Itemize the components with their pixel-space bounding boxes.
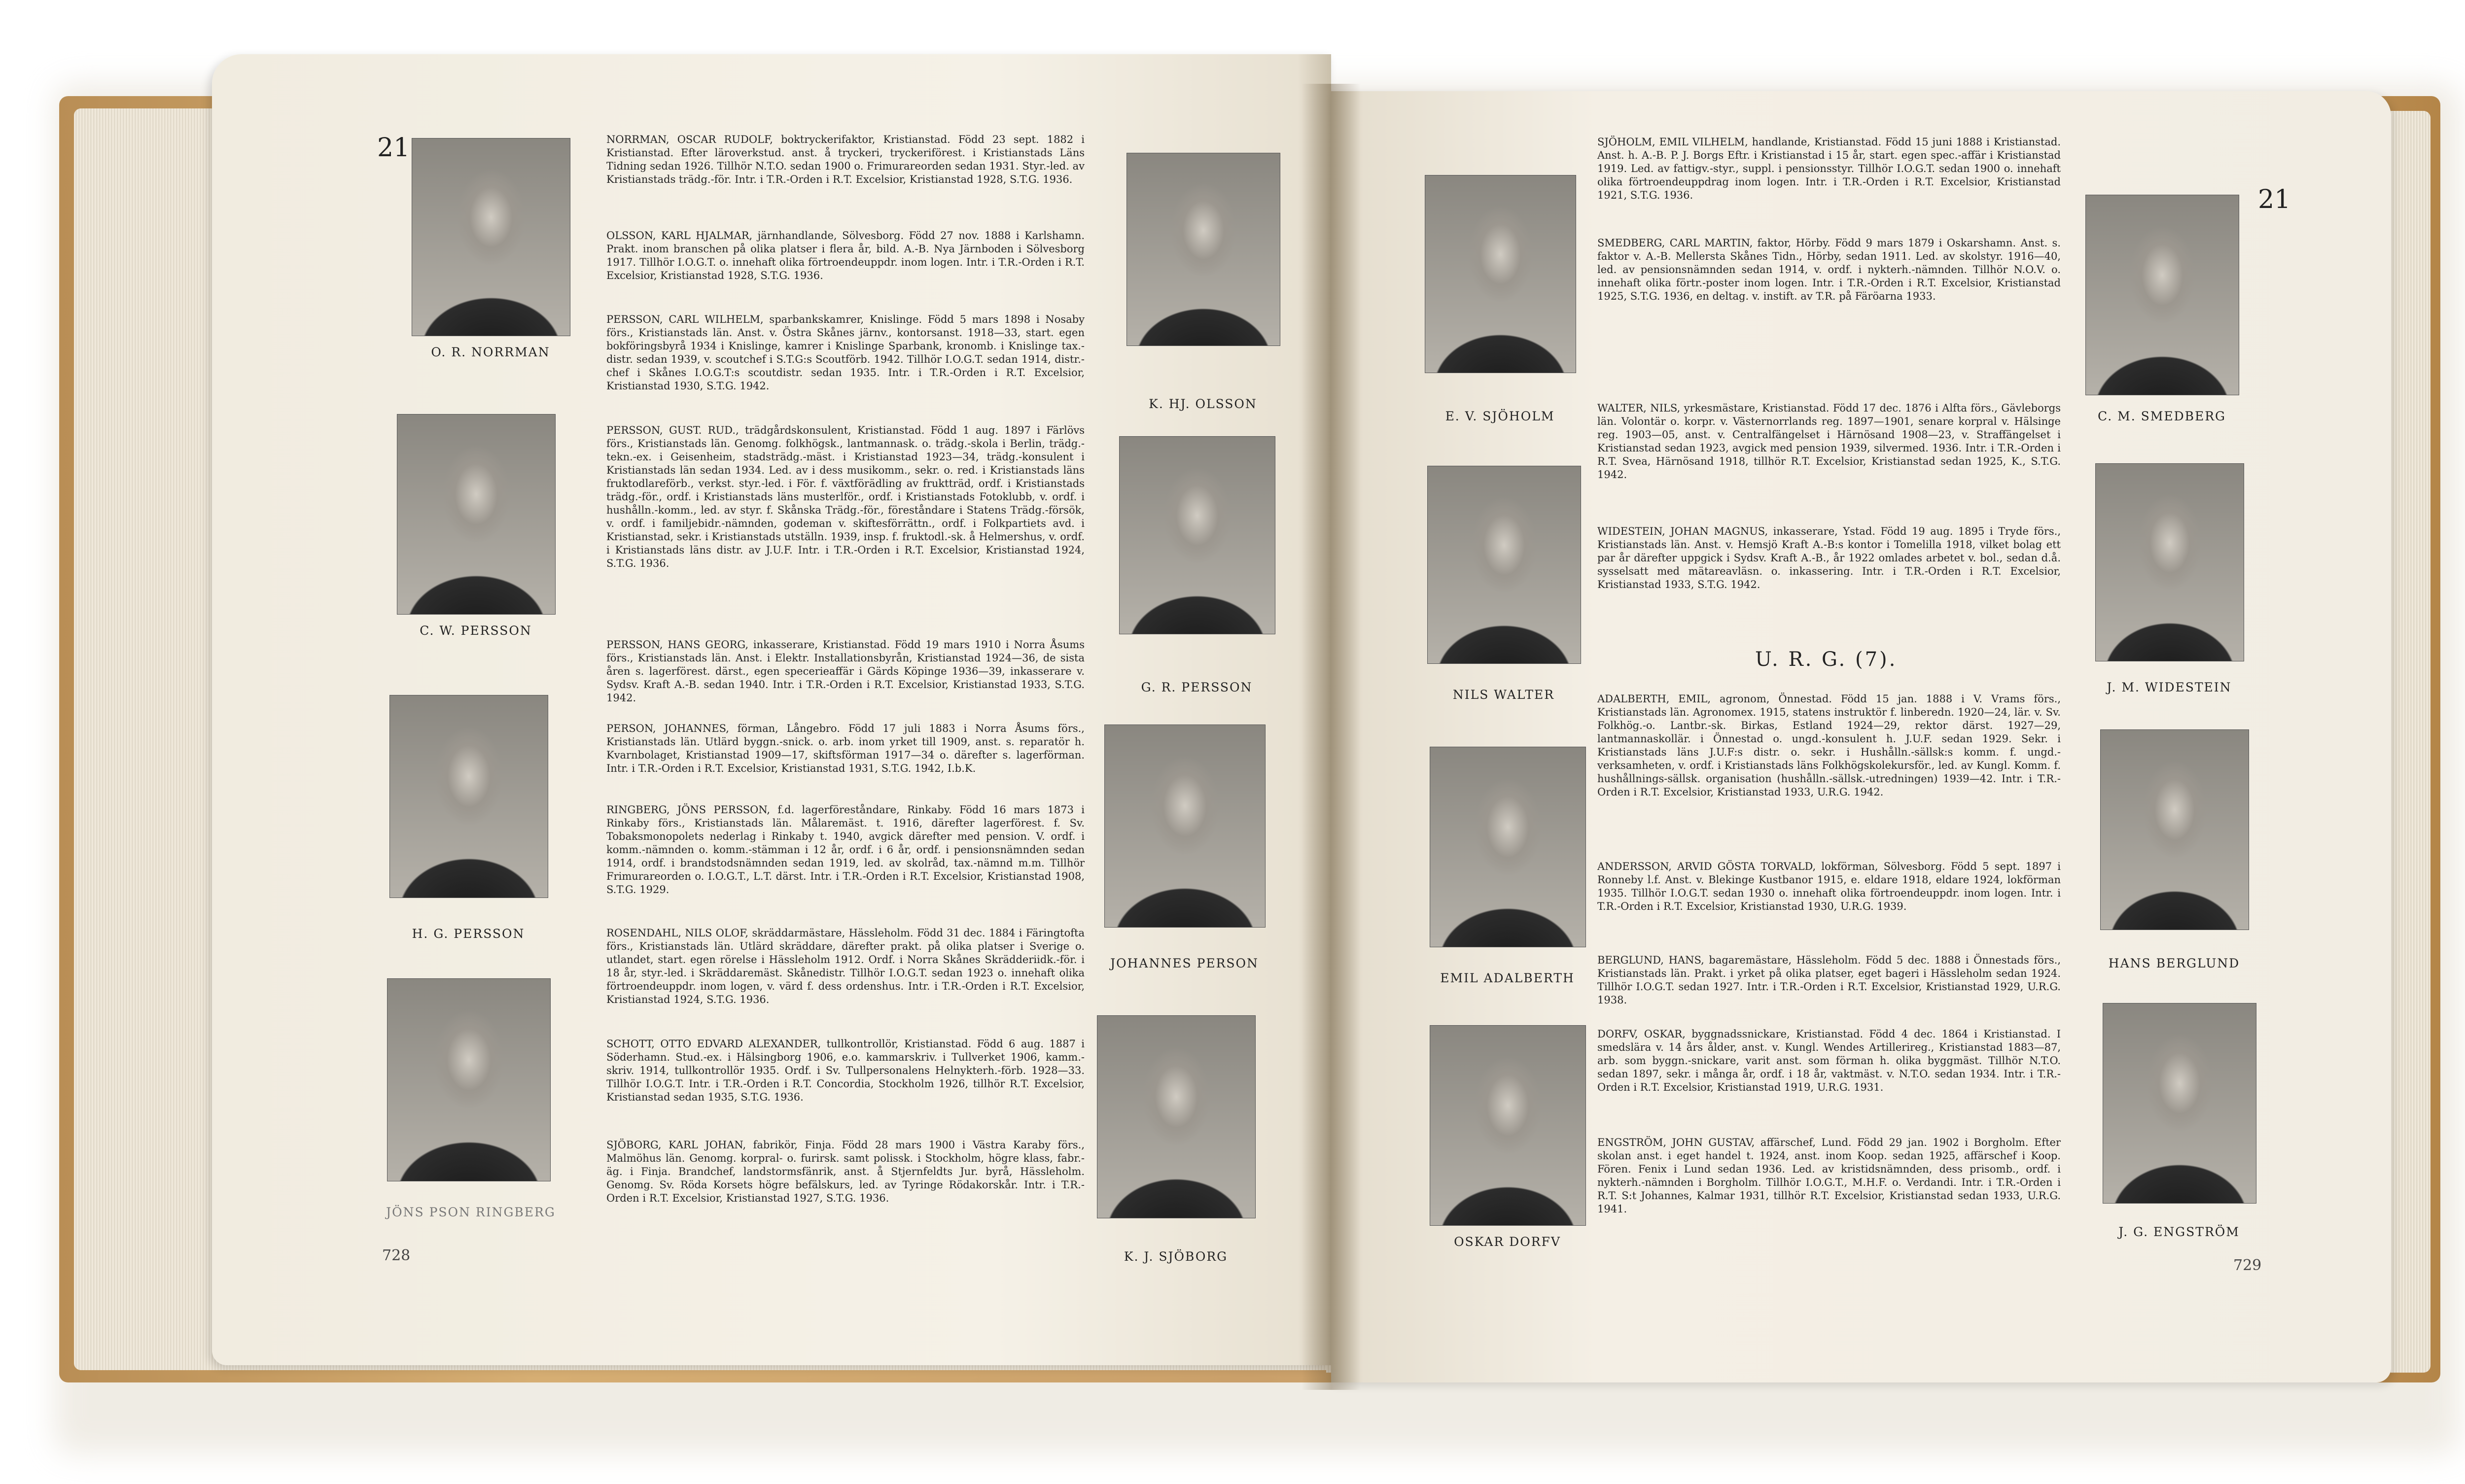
portrait-caption: NILS WALTER [1452,688,1555,702]
portrait-caption: JOHANNES PERSON [1110,956,1259,970]
biography-entry: ANDERSSON, ARVID GÖSTA TORVALD, lokförman, Sölvesborg. Född 5 sept. 1897 i Ronneby l.f. Anst. v. Blekinge Kustbanor 1915, e. eldare 1918, eldare 1924, lokförman 1935. Tillhör I.O.G.T. sedan 1930 o. innehaft olika förtroendeuppdr. inom logen. Intr. i T.R.-Orden i R.T. Excelsior, Kristianstad 1930, U.R.G. 1939. [1597,861,2061,912]
portrait-caption: OSKAR DORFV [1454,1235,1561,1249]
section-heading: U. R. G. (7). [1755,648,1898,671]
biography-entry: ENGSTRÖM, JOHN GUSTAV, affärschef, Lund. Född 29 jan. 1902 i Borgholm. Efter skolan anst. i eget handel t. 1924, anst. inom Koop. sedan 1925, affärschef i Koop. Fören. Fenix i Lund sedan 1936. Led. av kristidsnämnden, dess prisomb., ordf. i nykterh.-nämnden i Borgholm. Tillhör I.O.G.T., M.H.F. o. Verdandi. Intr. i T.R.-Orden i R.T. S:t Johannes, Kalmar 1931, tillhör R.T. Excelsior, Kristianstad sedan 1933, U.R.G. 1941. [1597,1137,2061,1215]
portrait-caption: C. M. SMEDBERG [2097,409,2226,423]
portrait-caption: J. G. ENGSTRÖM [2118,1225,2240,1239]
portrait-photo [387,978,551,1181]
section-number: 21 [377,133,410,163]
section-number: 21 [2258,185,2291,214]
portrait-photo [1430,747,1586,947]
page-number: 728 [382,1247,411,1264]
biography-entry: SMEDBERG, CARL MARTIN, faktor, Hörby. Född 9 mars 1879 i Oskarshamn. Anst. s. faktor v. A.-B. Mellersta Skånes Tidn., Hörby, sedan 1911. Led. av skolstyr. 1916—40, led. av pensionsnämnden sedan 1914, v. ordf. i nykterh.-nämnden. Tillhör N.O.V. o. innehaft olika förtr.-poster inom logen. Intr. i T.R.-Orden i R.T. Excelsior, Kristianstad 1925, S.T.G. 1936, en deltag. v. instift. av T.R. på Färöarna 1933. [1597,237,2061,302]
portrait-caption: H. G. PERSSON [412,927,525,941]
portrait-caption: O. R. NORRMAN [431,345,550,359]
portrait-photo [412,138,570,336]
portrait-photo [1127,153,1280,346]
biography-entry: RINGBERG, JÖNS PERSSON, f.d. lagerföreståndare, Rinkaby. Född 16 mars 1873 i Rinkaby förs., Kristianstads län. Målaremäst. t. 1916, därefter lagerförest. f. Sv. Tobaksmonopolets nederlag i Rinkaby t. 1940, avgick därefter med pension. V. ordf. i komm.-nämnden o. komm.-stämman i 12 år, ordf. i 6 år, ordf. i pensionsnämnden sedan 1914, ordf. i brandstodsnämnden sedan 1919, led. av skolråd, tax.-nämnd m.m. Tillhör Frimurareorden o. I.O.G.T., L.T. därst. Intr. i T.R.-Orden i R.T. Excelsior, Kristianstad 1908, S.T.G. 1929. [606,804,1085,896]
portrait-photo [1097,1015,1256,1218]
portrait-caption: K. HJ. OLSSON [1149,397,1257,411]
biography-entry: OLSSON, KARL HJALMAR, järnhandlande, Sölvesborg. Född 27 nov. 1888 i Karlshamn. Prakt. inom branschen på olika platser i flera år, bild. A.-B. Nya Järnboden i Sölvesborg 1917. Tillhör I.O.G.T. o. innehaft olika förtroendeuppdr. inom logen. Intr. i T.R.-Orden i R.T. Excelsior, Kristianstad 1928, S.T.G. 1936. [606,230,1085,281]
biography-entry: PERSON, JOHANNES, förman, Långebro. Född 17 juli 1883 i Norra Åsums förs., Kristianstads län. Utlärd byggn.-snick. o. arb. inom yrket till 1909, anst. s. reparatör h. Kvarnbolaget, Kristianstad 1909—17, skiftsförman 1917—34 o. därefter s. lagerförman. Intr. i T.R.-Orden i R.T. Excelsior, Kristianstad 1931, S.T.G. 1942, I.b.K. [606,723,1085,774]
biography-entry: WALTER, NILS, yrkesmästare, Kristianstad. Född 17 dec. 1876 i Alfta förs., Gävleborgs län. Volontär o. korpr. v. Västernorrlands reg. 1897—1901, senare korpral v. Hälsinge reg. 1903—05, anst. v. Centralfängelset i Härnösand 1908—23, v. Straffängelset i Kristianstad sedan 1923, avgick med pension 1939, silvermed. 1936. Intr. i T.R.-Orden i R.T. Svea, Härnösand 1918, tillhör R.T. Excelsior, Kristianstad sedan 1925, K., S.T.G. 1942. [1597,402,2061,481]
biography-entry: NORRMAN, OSCAR RUDOLF, boktryckerifaktor, Kristianstad. Född 23 sept. 1882 i Kristianstad. Efter läroverkstud. anst. å tryckeri, tryckeriförest. i Kristianstads Läns Tidning sedan 1926. Tillhör N.T.O. sedan 1900 o. Frimurareorden sedan 1931. Styr.-led. av Kristianstads trädg.-för. Intr. i T.R.-Orden i R.T. Excelsior, Kristianstad 1928, S.T.G. 1936. [606,134,1085,185]
biography-entry: SJÖHOLM, EMIL VILHELM, handlande, Kristianstad. Född 15 juni 1888 i Kristianstad. Anst. h. A.-B. P. J. Borgs Eftr. i Kristianstad i 15 år, start. egen spec.-affär i Kristianstad 1919. Led. av fattigv.-styr., suppl. i pensionsstyr. Tillhör I.O.G.T. sedan 1900 o. innehaft olika förtroendeuppdrag inom logen. Intr. i T.R.-Orden i R.T. Excelsior, Kristianstad 1921, S.T.G. 1936. [1597,136,2061,201]
biography-entry: ADALBERTH, EMIL, agronom, Önnestad. Född 15 jan. 1888 i V. Vrams förs., Kristianstads län. Agronomex. 1915, statens instruktör f. linberedn. 1920—24, lär. v. Sv. Folkhög.-o. Lantbr.-sk. Birkas, Estland 1924—29, rektor därst. 1927—29, lantmannaskollär. i Önnestad o. ungd.-konsulent h. J.U.F. sedan 1929. Sekr. i Kristianstads läns J.U.F:s distr. o. sekr. i Hushålln.-sällsk:s komm. f. ungd.-verksamheten, v. ordf. i Kristianstads läns Folkhögskolekursför., led. av Kungl. Komm. f. hushållnings-sällsk. organisation (hushålln.-sällsk.-utredningen) 1939—42. Intr. i T.R.-Orden i R.T. Excelsior, Kristianstad 1933, U.R.G. 1942. [1597,693,2061,798]
biography-entry: BERGLUND, HANS, bagaremästare, Hässleholm. Född 5 dec. 1888 i Önnestads förs., Kristianstads län. Prakt. i yrket på olika platser, eget bageri i Hässleholm sedan 1924. Tillhör I.O.G.T. sedan 1927. Intr. i T.R.-Orden i R.T. Excelsior, Kristianstad 1929, U.R.G. 1938. [1597,954,2061,1006]
biography-entry: PERSSON, GUST. RUD., trädgårdskonsulent, Kristianstad. Född 1 aug. 1897 i Färlövs förs., Kristianstads län. Genomg. folkhögsk., lantmannask. o. trädg.-skola i Berlin, trädg.-tekn.-ex. i Geisenheim, stadsträdg.-mäst. i Kristianstad 1923—34, trädg.-konsulent i Kristianstads län sedan 1934. Led. av i dess musikomm., sekr. o. red. i Kristianstads läns fruktodlareförb., verkst. styr.-led. i För. f. växtförädling av fruktträd, ordf. i Kristianstads trädg.-för., ordf. i Kristianstads läns musterlför., ordf. i Kristianstads Fotoklubb, v. ordf. i hushålln.-komm., led. av styr. f. Skånska Trädg.-för., föreståndare i Statens Trädg.-försök, v. ordf. i familjebidr.-nämnden, godeman v. skiftesförrättn., ordf. i Folkpartiets avd. i Kristianstad, sekr. i Kristianstads utställn. 1939, insp. f. fruktodl.-sk. å Helmershus, v. ordf. i Kristianstads läns distr. av J.U.F. Intr. i T.R.-Orden i R.T. Excelsior, Kristianstad 1924, S.T.G. 1936. [606,424,1085,569]
page-number: 729 [2233,1257,2262,1274]
biography-entry: SCHOTT, OTTO EDVARD ALEXANDER, tullkontrollör, Kristianstad. Född 6 aug. 1887 i Söderhamn. Stud.-ex. i Hälsingborg 1906, e.o. kammarskriv. i Tullverket 1906, kamm.-skriv. 1914, tullkontrollör 1935. Ordf. i Sv. Tullpersonalens Helnykterh.-förb. 1928—33. Tillhör I.O.G.T. Intr. i T.R.-Orden i R.T. Concordia, Stockholm 1926, tillhör R.T. Excelsior, Kristianstad sedan 1935, S.T.G. 1936. [606,1038,1085,1103]
biography-entry: WIDESTEIN, JOHAN MAGNUS, inkasserare, Ystad. Född 19 aug. 1895 i Tryde förs., Kristianstads län. Anst. v. Hemsjö Kraft A.-B:s kontor i Tomelilla 1918, vilket bolag ett par år därefter uppgick i Sydsv. Kraft A.-B., år 1922 omlades arbetet v. bol., sedan d.å. sysselsatt med mätareavläsn. o. inkassering. Intr. i T.R.-Orden i R.T. Excelsior, Kristianstad 1933, S.T.G. 1942. [1597,525,2061,590]
portrait-caption: EMIL ADALBERTH [1440,971,1575,985]
biography-entry: PERSSON, HANS GEORG, inkasserare, Kristianstad. Född 19 mars 1910 i Norra Åsums förs., Kristianstads län. Anst. i Elektr. Installationsbyrån, Kristianstad 1924—36, de sista åren s. lagerförest. därst., egen specerieaffär i Gärds Köpinge 1936—39, inkasserare v. Sydsv. Kraft A.-B. sedan 1940. Intr. i T.R.-Orden i R.T. Excelsior, Kristianstad 1933, S.T.G. 1942. [606,639,1085,704]
portrait-photo [2103,1003,2256,1204]
portrait-caption: JÖNS PSON RINGBERG [386,1205,556,1219]
biography-entry: PERSSON, CARL WILHELM, sparbankskamrer, Knislinge. Född 5 mars 1898 i Nosaby förs., Kristianstads län. Anst. v. Östra Skånes järnv., kontorsanst. 1918—33, start. egen bokföringsbyrå 1934 i Knislinge, kamrer i Knislinge Sparbank, kronomb. i Knislinge tax.-distr. sedan 1939, v. scoutchef i S.T.G:s Scoutförb. 1942. Tillhör I.O.G.T. sedan 1914, distr.-chef i Skånes I.O.G.T:s scoutdistr. sedan 1935. Intr. i T.R.-Orden i R.T. Excelsior, Kristianstad 1930, S.T.G. 1942. [606,313,1085,392]
portrait-photo [1104,725,1266,928]
book-gutter [1302,84,1361,1390]
portrait-photo [2095,463,2244,661]
portrait-caption: E. V. SJÖHOLM [1445,409,1555,423]
portrait-photo [2100,729,2249,930]
portrait-caption: J. M. WIDESTEIN [2107,680,2232,694]
portrait-caption: K. J. SJÖBORG [1124,1249,1228,1264]
portrait-caption: G. R. PERSSON [1141,680,1253,694]
portrait-photo [2085,195,2239,395]
portrait-photo [397,414,556,615]
portrait-photo [389,695,548,898]
biography-entry: DORFV, OSKAR, byggnadssnickare, Kristianstad. Född 4 dec. 1864 i Kristianstad. I smedslära v. 14 års ålder, anst. v. Kungl. Wendes Artillerireg., Kristianstad 1883—87, arb. som byggn.-snickare, varit anst. som förman h. olika byggmäst. Tillhör N.T.O. sedan 1897, sekr. i många år, ordf. i 18 år, vaktmäst. v. N.T.O. sedan 1934. Intr. i T.R.-Orden i R.T. Excelsior, Kristianstad 1919, U.R.G. 1931. [1597,1028,2061,1093]
right-page [1331,91,2391,1382]
left-page [212,54,1331,1365]
portrait-photo [1427,466,1581,664]
biography-entry: ROSENDAHL, NILS OLOF, skräddarmästare, Hässleholm. Född 31 dec. 1884 i Färingtofta förs., Kristianstads län. Utlärd skräddare, därefter prakt. på olika platser i Sverige o. utlandet, start. egen rörelse i Hässleholm 1912. Ordf. i Norra Skånes Skrädderiidk.-för. i 18 år, styr.-led. i Skräddaremäst. Skånedistr. Tillhör I.O.G.T. sedan 1923 o. innehaft olika förtroendeuppdr. inom logen, v. värd f. dess ordenshus. Intr. i T.R.-Orden i R.T. Excelsior, Kristianstad 1924, S.T.G. 1936. [606,927,1085,1005]
portrait-photo [1425,175,1576,373]
portrait-caption: HANS BERGLUND [2108,956,2240,970]
portrait-photo [1430,1025,1586,1226]
portrait-photo [1119,436,1275,634]
biography-entry: SJÖBORG, KARL JOHAN, fabrikör, Finja. Född 28 mars 1900 i Västra Karaby förs., Malmöhus län. Genomg. korpral- o. furirsk. samt polissk. i Stockholm, högre klass, fabr.-äg. i Finja. Brandchef, landstormsfänrik, anst. å Stjernfeldts Jur. byrå, Hässleholm. Genomg. Sv. Röda Korsets högre befälskurs, led. av Tyringe Rödakorskår. Intr. i T.R.-Orden i R.T. Excelsior, Kristianstad 1927, S.T.G. 1936. [606,1139,1085,1204]
portrait-caption: C. W. PERSSON [420,623,532,638]
